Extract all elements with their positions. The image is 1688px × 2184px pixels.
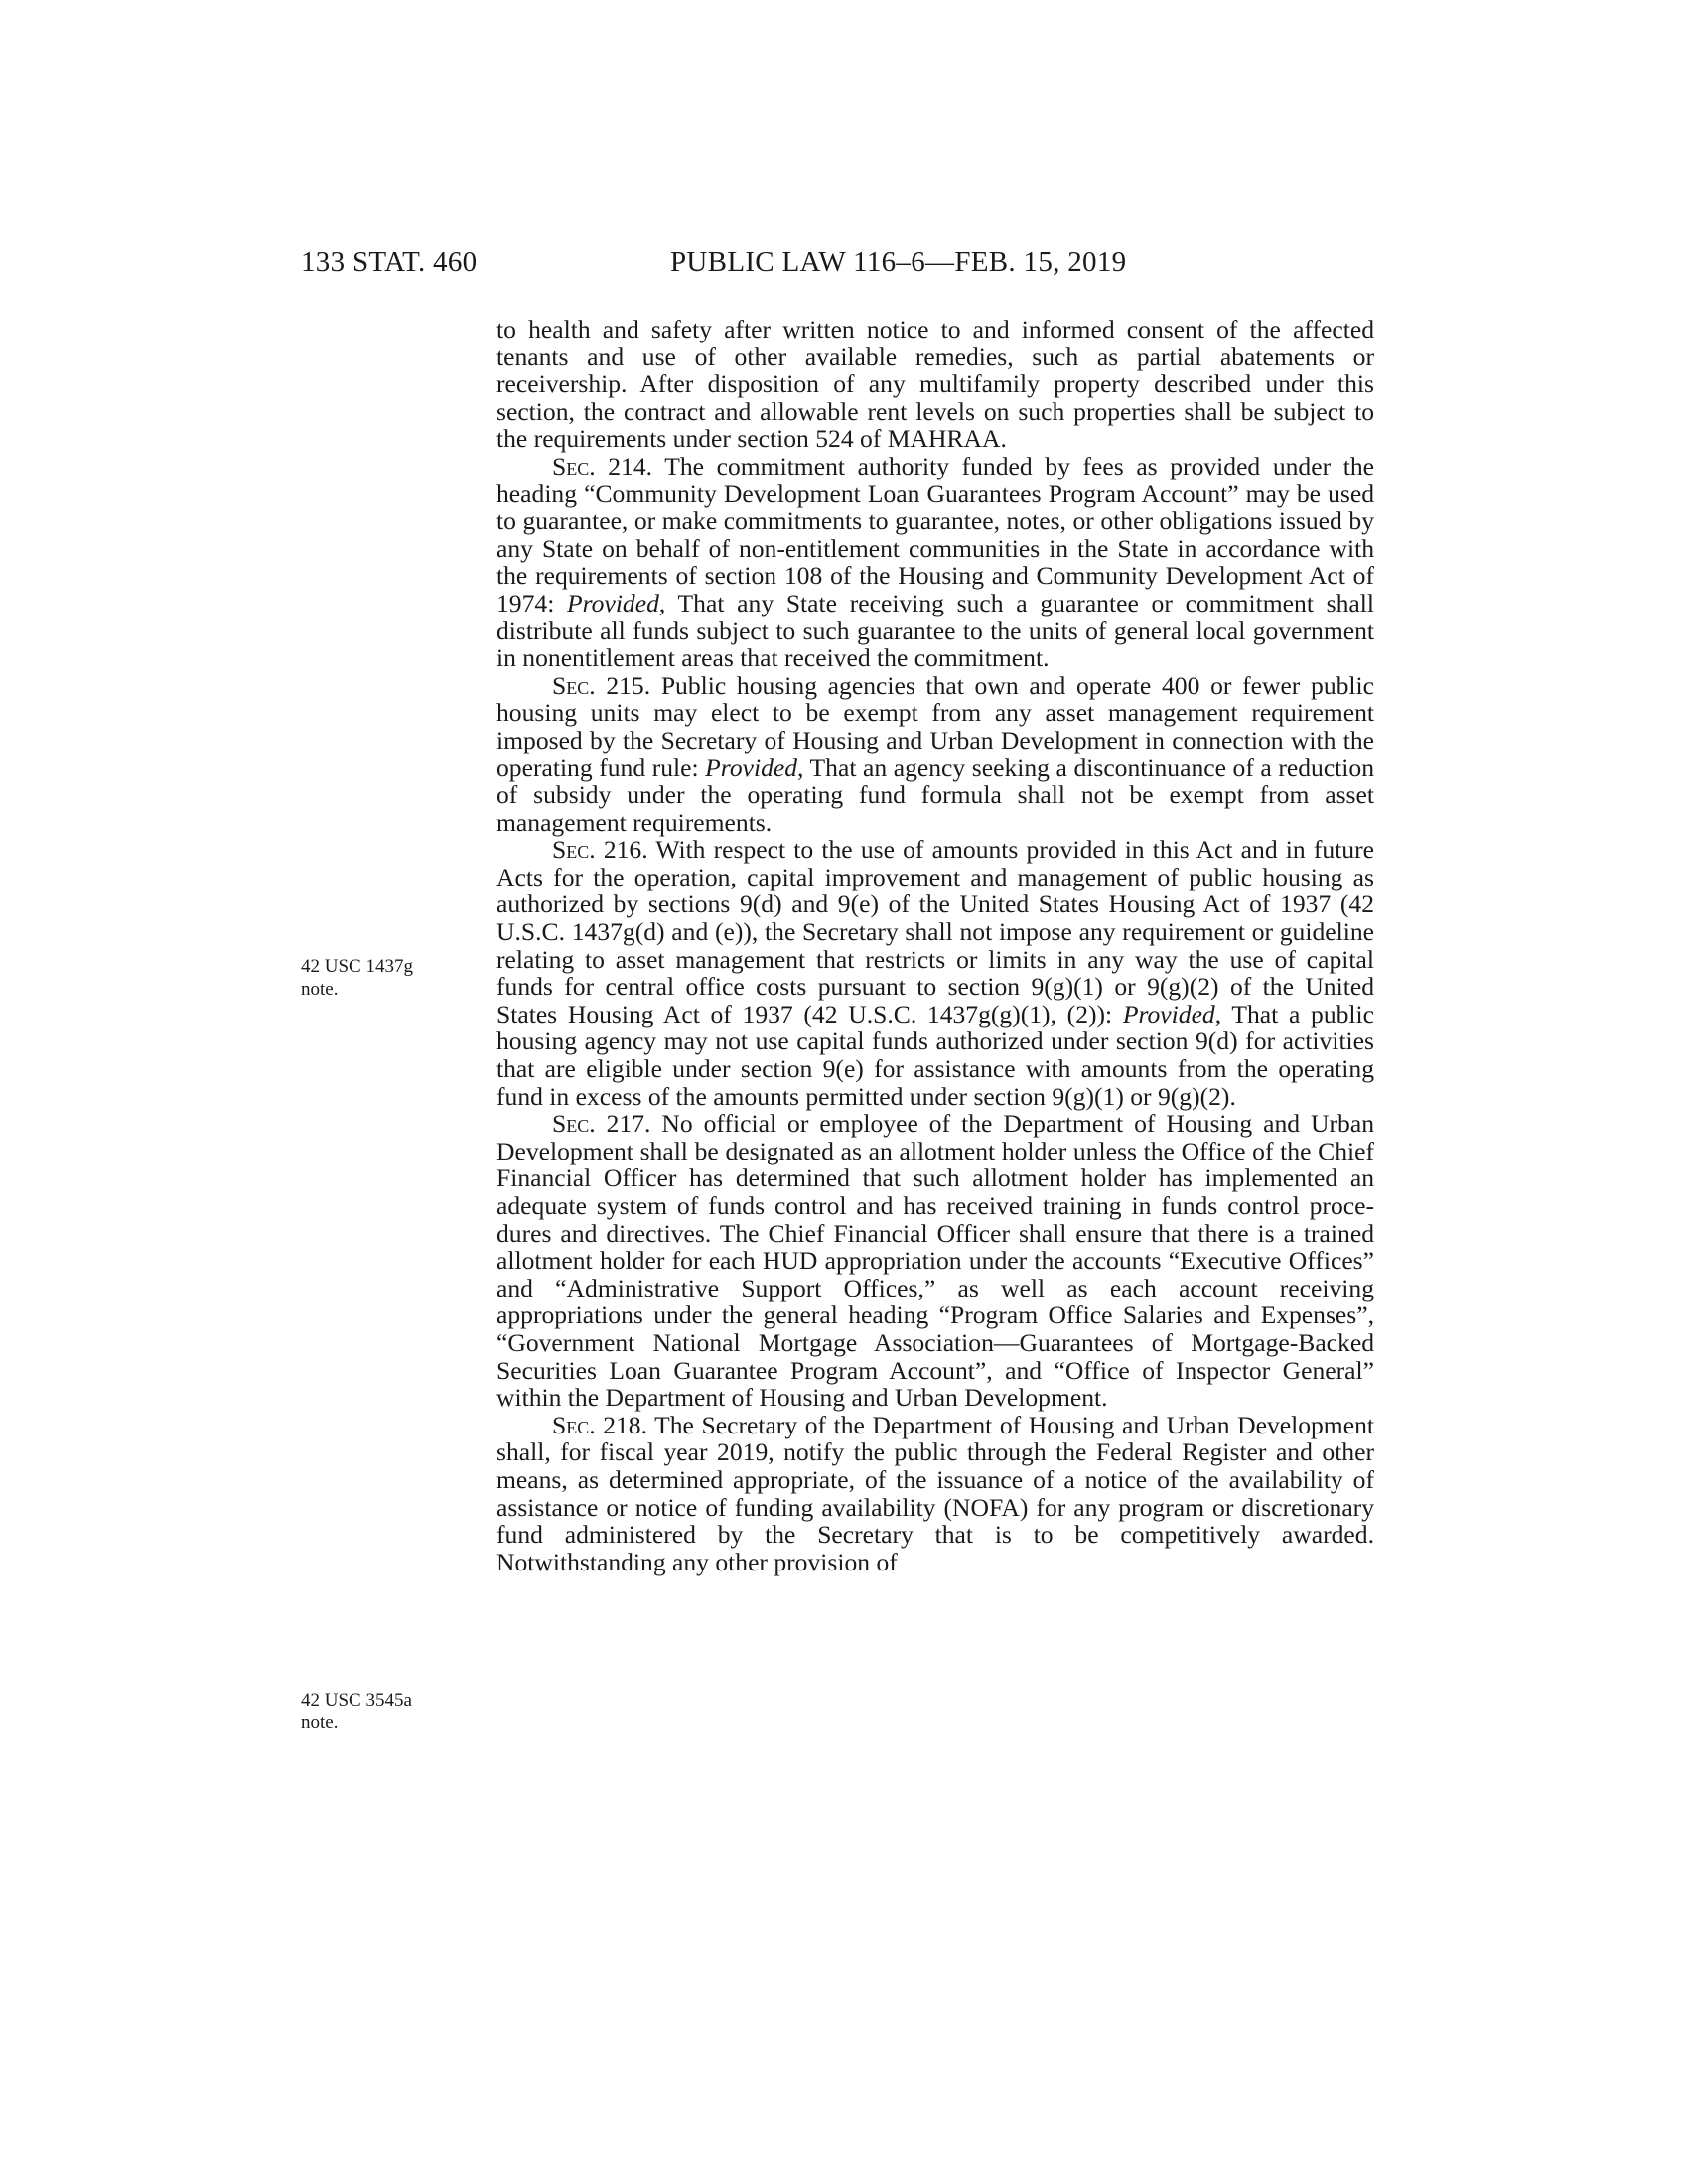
section-218: [496, 1412, 1374, 1576]
margin-note-label: note.: [301, 979, 339, 1000]
section-217: [496, 1110, 1374, 1412]
section-number: 218.: [595, 1410, 655, 1439]
paragraph-text: The Secretary of the Department of Housing and Urban Development shall, for fiscal year 2019, notify the public through the Federal Register and other means, as determined appropriate, of the issuance of a notice of the availability of assistance or notice of funding availability (NOFA) for any program or discretionary fund administered by the Secretary that is to be competitively awarded. Notwithstanding any other provision of: [496, 1410, 1374, 1576]
margin-note-3545a: [301, 1689, 470, 1734]
section-number: 214.: [595, 451, 665, 480]
page-header: [0, 246, 1688, 286]
section-216: [496, 836, 1374, 1110]
paragraph-text: Public housing agencies that own and operate 400 or fewer public housing units may elect to be exempt from any asset management requirement imposed by the Secretary of Housing and Urban Development in connection with the operating fund rule:: [496, 670, 1374, 782]
continued-paragraph: [496, 316, 1374, 453]
provided-term: Provided: [567, 588, 659, 617]
paragraph-text: With respect to the use of amounts provided in this Act and in future Acts for the operation, capital improvement and management of public housing as authorized by sections 9(d) and 9(e) of the United States Housing Act of 1937 (42 U.S.C. 1437g(d) and (e)), the Secretary shall not impose any requirement or guideline relating to asset management that restricts or limits in any way the use of capital funds for central office costs pursuant to section 9(g)(1) or 9(g)(2) of the United States Housing Act of 1937 (42 U.S.C. 1437g(g)(1), (2)):: [496, 835, 1374, 1028]
paragraph-text: No official or employee of the Department of Housing and Urban Development shall be designated as an allotment holder unless the Office of the Chief Financial Officer has determined that such allotment holder has implemented an adequate system of funds control and has received training in funds control procedures and directives. The Chief Financial Officer shall ensure that there is a trained allotment holder for each HUD appropriation under the accounts “Executive Offices” and “Administrative Support Offices,” as well as each account receiving appropriations under the general heading “Program Office Salaries and Expenses”, “Government National Mortgage Association—Guarantees of Mortgage-Backed Securities Loan Guarantee Program Account”, and “Office of Inspector General” within the Department of Housing and Urban Development.: [496, 1109, 1374, 1413]
section-215: [496, 672, 1374, 837]
paragraph-text: to health and safety after written notice to and informed consent of the affected tenants and use of other available remedies, such as partial abatements or receivership. After disposition of any multifamily property described under this section, the contract and allowable rent levels on such properties shall be subject to the requirements under section 524 of MAHRAA.: [496, 315, 1374, 454]
section-number: 216.: [595, 835, 656, 865]
provided-term: Provided: [705, 752, 798, 782]
margin-note-citation: 42 USC 1437g: [301, 956, 413, 977]
section-label: Sec.: [552, 835, 596, 865]
paragraph-text: , That a public housing agency may not use capital funds authorized under section 9(d) for activities that are eligible under section 9(e) for assistance with amounts from the operating fund in excess of the amounts permitted under section 9(g)(1) or 9(g)(2).: [496, 999, 1374, 1111]
public-law-title: PUBLIC LAW 116–6—FEB. 15, 2019: [670, 246, 1127, 278]
paragraph-text: , That any State receiving such a guarantee or commitment shall distribute all funds subject to such guarantee to the units of general local government in nonentitlement areas that received the commitment.: [496, 588, 1374, 673]
section-label: Sec.: [552, 1109, 596, 1139]
margin-note-citation: 42 USC 3545a: [301, 1690, 412, 1710]
paragraph-text: , That an agency seeking a discontinuance of a reduction of subsidy under the operating fund formula shall not be exempt from asset management requirements.: [496, 752, 1374, 837]
stat-page-number: 133 STAT. 460: [301, 246, 478, 278]
margin-note-label: note.: [301, 1712, 339, 1733]
section-label: Sec.: [552, 451, 596, 480]
paragraph-text: The commitment authority funded by fees as provided under the heading “Community Development Loan Guarantees Program Account” may be used to guarantee, or make commitments to guarantee, notes, or other obligations issued by any State on behalf of non-entitlement communities in the State in accordance with the requirements of section 108 of the Housing and Community Development Act of 1974:: [496, 451, 1374, 617]
section-label: Sec.: [552, 1410, 596, 1439]
margin-note-1437g: [301, 955, 470, 1001]
document-body: [496, 316, 1374, 1575]
section-number: 215.: [595, 670, 661, 700]
section-number: 217.: [595, 1109, 662, 1139]
section-214: [496, 453, 1374, 672]
provided-term: Provided: [1122, 999, 1215, 1028]
section-label: Sec.: [552, 670, 596, 700]
